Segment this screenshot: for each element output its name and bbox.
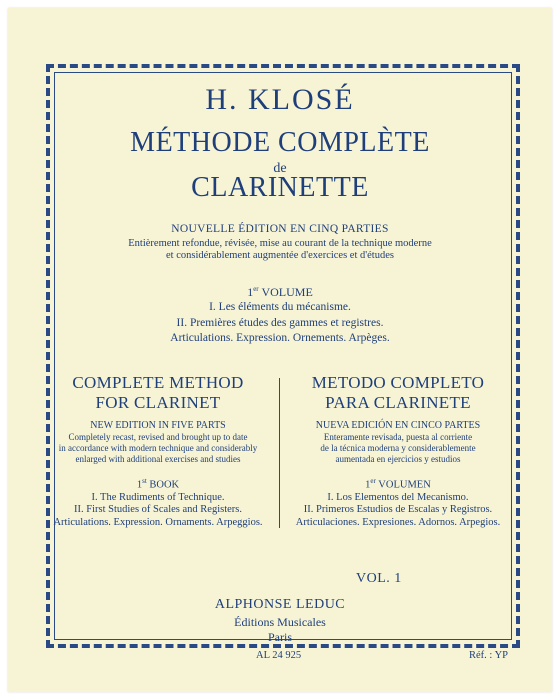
- column-divider: [279, 378, 280, 528]
- spanish-description-line: aumentada en ejercicios y estudios: [335, 454, 461, 464]
- english-description-line: Completely recast, revised and brought up to date: [68, 432, 248, 442]
- spanish-column: [282, 373, 514, 529]
- spanish-edition: NUEVA EDICIÓN EN CINCO PARTES: [315, 420, 481, 431]
- spanish-contents-line: Articulaciones. Expresiones. Adornos. Arpegios.: [295, 516, 501, 528]
- reference-code: Réf. : YP: [469, 650, 508, 661]
- french-description-line: et considérablement augmentée d'exercices et d'études: [166, 250, 394, 261]
- volume-label: VOLUME: [258, 285, 313, 299]
- volume-ordinal: er: [253, 285, 259, 293]
- english-column: [42, 373, 274, 529]
- author-name: H. KLOSÉ: [205, 83, 355, 116]
- volume-label: BOOK: [146, 479, 180, 491]
- contents-line: II. Premières études des gammes et registres.: [176, 316, 384, 329]
- volume-number: 1: [247, 285, 254, 299]
- publisher-city: Paris: [268, 630, 292, 644]
- spanish-contents-line: I. Los Elementos del Mecanismo.: [327, 491, 469, 503]
- spanish-title-line: METODO COMPLETO: [311, 373, 485, 392]
- french-description-line: Entièrement refondue, révisée, mise au courant de la technique moderne: [128, 238, 432, 249]
- english-contents-line: II. First Studies of Scales and Registers.: [74, 504, 242, 515]
- english-contents-line: I. The Rudiments of Technique.: [91, 491, 225, 503]
- publisher-subtitle: Éditions Musicales: [234, 615, 326, 629]
- contents-line: I. Les éléments du mécanisme.: [209, 301, 351, 313]
- contents-line: Articulations. Expression. Ornements. Arpèges.: [170, 332, 390, 344]
- volume-number-label: VOL. 1: [356, 571, 402, 586]
- title-connector: de: [273, 161, 287, 176]
- volume-number: 1: [365, 479, 371, 491]
- volume-label: VOLUMEN: [375, 479, 431, 491]
- catalog-number: AL 24 925: [256, 650, 302, 661]
- english-volume: [42, 475, 274, 492]
- volume-ordinal: st: [142, 477, 147, 485]
- title-line-1: MÉTHODE COMPLÈTE: [130, 127, 430, 158]
- french-edition: NOUVELLE ÉDITION EN CINQ PARTIES: [171, 223, 389, 235]
- publisher-name: ALPHONSE LEDUC: [214, 597, 346, 612]
- volume-number: 1: [136, 479, 143, 491]
- spanish-volume: [282, 475, 514, 492]
- english-title-line: FOR CLARINET: [95, 393, 221, 412]
- english-description-line: in accordance with modern technique and considerably: [58, 443, 258, 453]
- spanish-description-line: Enteramente revisada, puesta al corriente: [323, 432, 473, 442]
- spanish-title-line: PARA CLARINETE: [325, 393, 471, 412]
- volume-ordinal: er: [370, 477, 376, 485]
- french-volume: [0, 282, 560, 299]
- english-edition: NEW EDITION IN FIVE PARTS: [90, 420, 226, 431]
- english-title-line: COMPLETE METHOD: [72, 373, 244, 392]
- english-contents-line: Articulations. Expression. Ornaments. Arpeggios.: [53, 516, 263, 528]
- spanish-contents-line: II. Primeros Estudios de Escalas y Registros.: [303, 504, 493, 515]
- spanish-description-line: de la técnica moderna y considerablemente: [320, 443, 476, 453]
- english-description-line: enlarged with additional exercises and studies: [75, 454, 241, 464]
- french-description: [0, 238, 560, 262]
- french-contents: [0, 300, 560, 347]
- title-line-2: CLARINETTE: [191, 172, 369, 203]
